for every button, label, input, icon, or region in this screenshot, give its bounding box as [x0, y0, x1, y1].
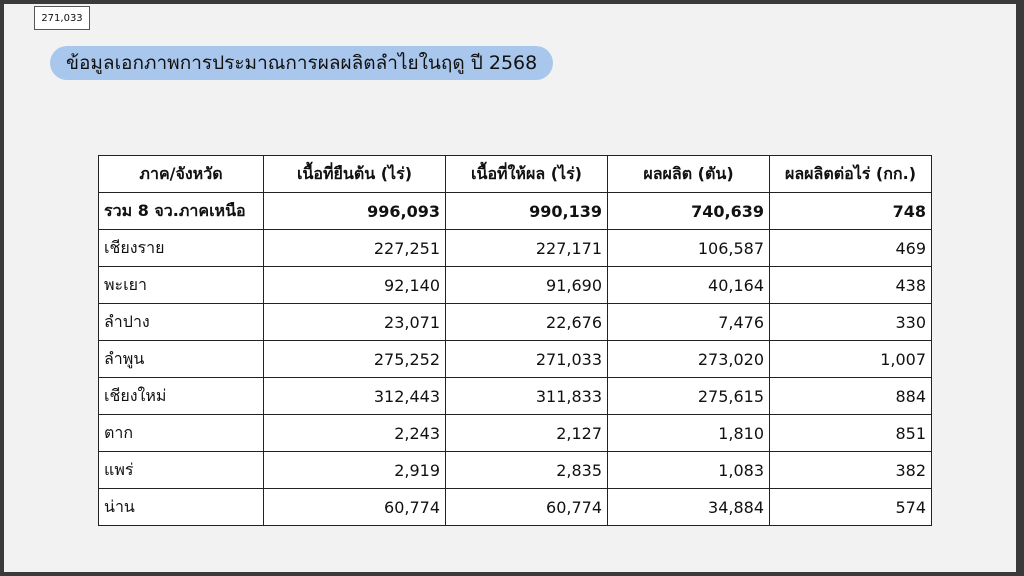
cell-yield-per-rai: 748 — [770, 193, 932, 230]
cell-bearing-area: 2,835 — [446, 452, 608, 489]
page-title: ข้อมูลเอกภาพการประมาณการผลผลิตลำไยในฤดู ปี 2568 — [50, 46, 553, 80]
cell-production: 106,587 — [608, 230, 770, 267]
cell-planted-area: 92,140 — [264, 267, 446, 304]
table-total-row — [99, 193, 932, 230]
cell-province: พะเยา — [99, 267, 264, 304]
cell-province: เชียงราย — [99, 230, 264, 267]
header-yield-per-rai: ผลผลิตต่อไร่ (กก.) — [770, 156, 932, 193]
cell-bearing-area: 2,127 — [446, 415, 608, 452]
cell-planted-area: 2,919 — [264, 452, 446, 489]
table-row — [99, 452, 932, 489]
cell-planted-area: 312,443 — [264, 378, 446, 415]
cell-planted-area: 2,243 — [264, 415, 446, 452]
cell-production: 34,884 — [608, 489, 770, 526]
cell-yield-per-rai: 330 — [770, 304, 932, 341]
cell-yield-per-rai: 1,007 — [770, 341, 932, 378]
cell-province: รวม 8 จว.ภาคเหนือ — [99, 193, 264, 230]
table-row — [99, 267, 932, 304]
cell-yield-per-rai: 438 — [770, 267, 932, 304]
cell-production: 7,476 — [608, 304, 770, 341]
header-production: ผลผลิต (ตัน) — [608, 156, 770, 193]
cell-bearing-area: 60,774 — [446, 489, 608, 526]
slide — [4, 4, 1016, 572]
cell-province: น่าน — [99, 489, 264, 526]
table-row — [99, 230, 932, 267]
header-planted-area: เนื้อที่ยืนต้น (ไร่) — [264, 156, 446, 193]
cell-bearing-area: 990,139 — [446, 193, 608, 230]
cell-planted-area: 996,093 — [264, 193, 446, 230]
cell-bearing-area: 91,690 — [446, 267, 608, 304]
cell-production: 1,083 — [608, 452, 770, 489]
cell-bearing-area: 271,033 — [446, 341, 608, 378]
production-table — [98, 155, 932, 526]
cell-bearing-area: 311,833 — [446, 378, 608, 415]
table-row — [99, 415, 932, 452]
cell-province: ตาก — [99, 415, 264, 452]
cell-planted-area: 275,252 — [264, 341, 446, 378]
cell-bearing-area: 227,171 — [446, 230, 608, 267]
table-row — [99, 304, 932, 341]
table-row — [99, 341, 932, 378]
table-row — [99, 378, 932, 415]
cell-bearing-area: 22,676 — [446, 304, 608, 341]
cell-planted-area: 227,251 — [264, 230, 446, 267]
cell-yield-per-rai: 382 — [770, 452, 932, 489]
cell-yield-per-rai: 469 — [770, 230, 932, 267]
top-value-tag: 271,033 — [34, 6, 90, 30]
cell-yield-per-rai: 884 — [770, 378, 932, 415]
table-header-row — [99, 156, 932, 193]
cell-province: แพร่ — [99, 452, 264, 489]
cell-production: 40,164 — [608, 267, 770, 304]
cell-yield-per-rai: 574 — [770, 489, 932, 526]
cell-province: ลำปาง — [99, 304, 264, 341]
cell-yield-per-rai: 851 — [770, 415, 932, 452]
cell-production: 275,615 — [608, 378, 770, 415]
cell-province: ลำพูน — [99, 341, 264, 378]
header-province: ภาค/จังหวัด — [99, 156, 264, 193]
cell-production: 740,639 — [608, 193, 770, 230]
cell-planted-area: 23,071 — [264, 304, 446, 341]
header-bearing-area: เนื้อที่ให้ผล (ไร่) — [446, 156, 608, 193]
cell-production: 1,810 — [608, 415, 770, 452]
cell-province: เชียงใหม่ — [99, 378, 264, 415]
table-row — [99, 489, 932, 526]
cell-planted-area: 60,774 — [264, 489, 446, 526]
cell-production: 273,020 — [608, 341, 770, 378]
